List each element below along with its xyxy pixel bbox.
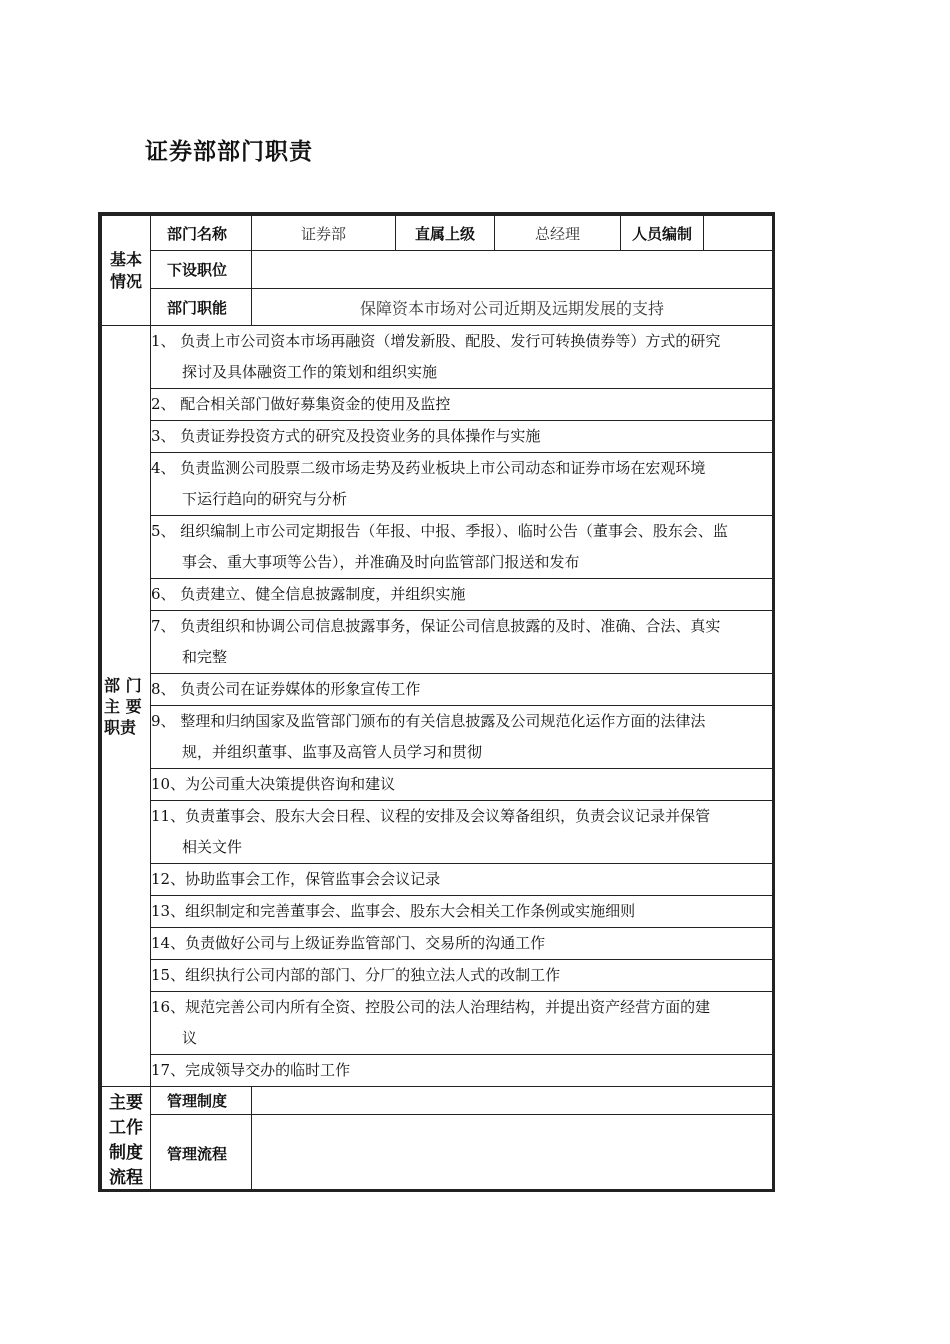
basic-section-label: 基本情况 bbox=[102, 216, 151, 326]
duty-row bbox=[102, 1055, 773, 1087]
basic-row-2 bbox=[102, 251, 773, 289]
duty-item: 6、 负责建立、健全信息披露制度，并组织实施 bbox=[151, 579, 773, 611]
duty-row bbox=[102, 421, 773, 453]
duty-row bbox=[102, 864, 773, 896]
duty-row bbox=[102, 769, 773, 801]
duties-section-label: 部 门 主 要 职责 bbox=[102, 326, 151, 1087]
function-value: 保障资本市场对公司近期及远期发展的支持 bbox=[252, 289, 773, 326]
duty-row bbox=[102, 706, 773, 769]
duty-item: 2、 配合相关部门做好募集资金的使用及监控 bbox=[151, 389, 773, 421]
basic-row-1 bbox=[102, 216, 773, 251]
duty-row bbox=[102, 896, 773, 928]
duty-item: 17、完成领导交办的临时工作 bbox=[151, 1055, 773, 1087]
duty-row bbox=[102, 928, 773, 960]
duty-item: 4、 负责监测公司股票二级市场走势及药业板块上市公司动态和证券市场在宏观环境 下运行趋向的研究与分析 bbox=[151, 453, 773, 516]
superior-label: 直属上级 bbox=[396, 216, 495, 251]
basic-row-3 bbox=[102, 289, 773, 326]
duty-row bbox=[102, 674, 773, 706]
duty-item: 3、 负责证券投资方式的研究及投资业务的具体操作与实施 bbox=[151, 421, 773, 453]
duty-item: 10、为公司重大决策提供咨询和建议 bbox=[151, 769, 773, 801]
dept-name-label: 部门名称 bbox=[151, 216, 252, 251]
duty-item: 16、规范完善公司内所有全资、控股公司的法人治理结构，并提出资产经营方面的建 议 bbox=[151, 992, 773, 1055]
duty-item: 5、 组织编制上市公司定期报告（年报、中报、季报）、临时公告（董事会、股东会、监 事会、重大事项等公告），并准确及时向监管部门报送和发布 bbox=[151, 516, 773, 579]
duty-item: 8、 负责公司在证券媒体的形象宣传工作 bbox=[151, 674, 773, 706]
duty-row bbox=[102, 579, 773, 611]
duty-item: 14、负责做好公司与上级证券监管部门、交易所的沟通工作 bbox=[151, 928, 773, 960]
mgmt-process-value bbox=[252, 1115, 773, 1192]
system-row-1 bbox=[102, 1087, 773, 1115]
duty-row bbox=[102, 453, 773, 516]
system-section-label: 主要工作制度流程 bbox=[102, 1087, 151, 1192]
duty-item: 9、 整理和归纳国家及监管部门颁布的有关信息披露及公司规范化运作方面的法律法 规，并组织董事、监事及高管人员学习和贯彻 bbox=[151, 706, 773, 769]
staffing-value bbox=[704, 216, 773, 251]
document-title: 证券部部门职责 bbox=[145, 139, 313, 165]
duty-row bbox=[102, 960, 773, 992]
duty-row bbox=[102, 611, 773, 674]
duty-item: 1、 负责上市公司资本市场再融资（增发新股、配股、发行可转换债券等）方式的研究 探讨及具体融资工作的策划和组织实施 bbox=[151, 326, 773, 389]
duty-row bbox=[102, 516, 773, 579]
mgmt-process-label: 管理流程 bbox=[151, 1115, 252, 1192]
duty-row bbox=[102, 801, 773, 864]
sub-positions-value bbox=[252, 251, 773, 289]
mgmt-system-label: 管理制度 bbox=[151, 1087, 252, 1115]
function-label: 部门职能 bbox=[151, 289, 252, 326]
duty-table bbox=[101, 215, 773, 1192]
superior-value: 总经理 bbox=[495, 216, 621, 251]
duty-row bbox=[102, 389, 773, 421]
duty-item: 13、组织制定和完善董事会、监事会、股东大会相关工作条例或实施细则 bbox=[151, 896, 773, 928]
system-row-2 bbox=[102, 1115, 773, 1192]
duty-item: 11、负责董事会、股东大会日程、议程的安排及会议筹备组织，负责会议记录并保管 相关文件 bbox=[151, 801, 773, 864]
duty-item: 15、组织执行公司内部的部门、分厂的独立法人式的改制工作 bbox=[151, 960, 773, 992]
duty-row bbox=[102, 326, 773, 389]
duty-item: 12、协助监事会工作，保管监事会会议记录 bbox=[151, 864, 773, 896]
staffing-label: 人员编制 bbox=[621, 216, 704, 251]
duty-row bbox=[102, 992, 773, 1055]
dept-name-value: 证券部 bbox=[252, 216, 396, 251]
sub-positions-label: 下设职位 bbox=[151, 251, 252, 289]
mgmt-system-value bbox=[252, 1087, 773, 1115]
duty-item: 7、 负责组织和协调公司信息披露事务，保证公司信息披露的及时、准确、合法、真实 和完整 bbox=[151, 611, 773, 674]
